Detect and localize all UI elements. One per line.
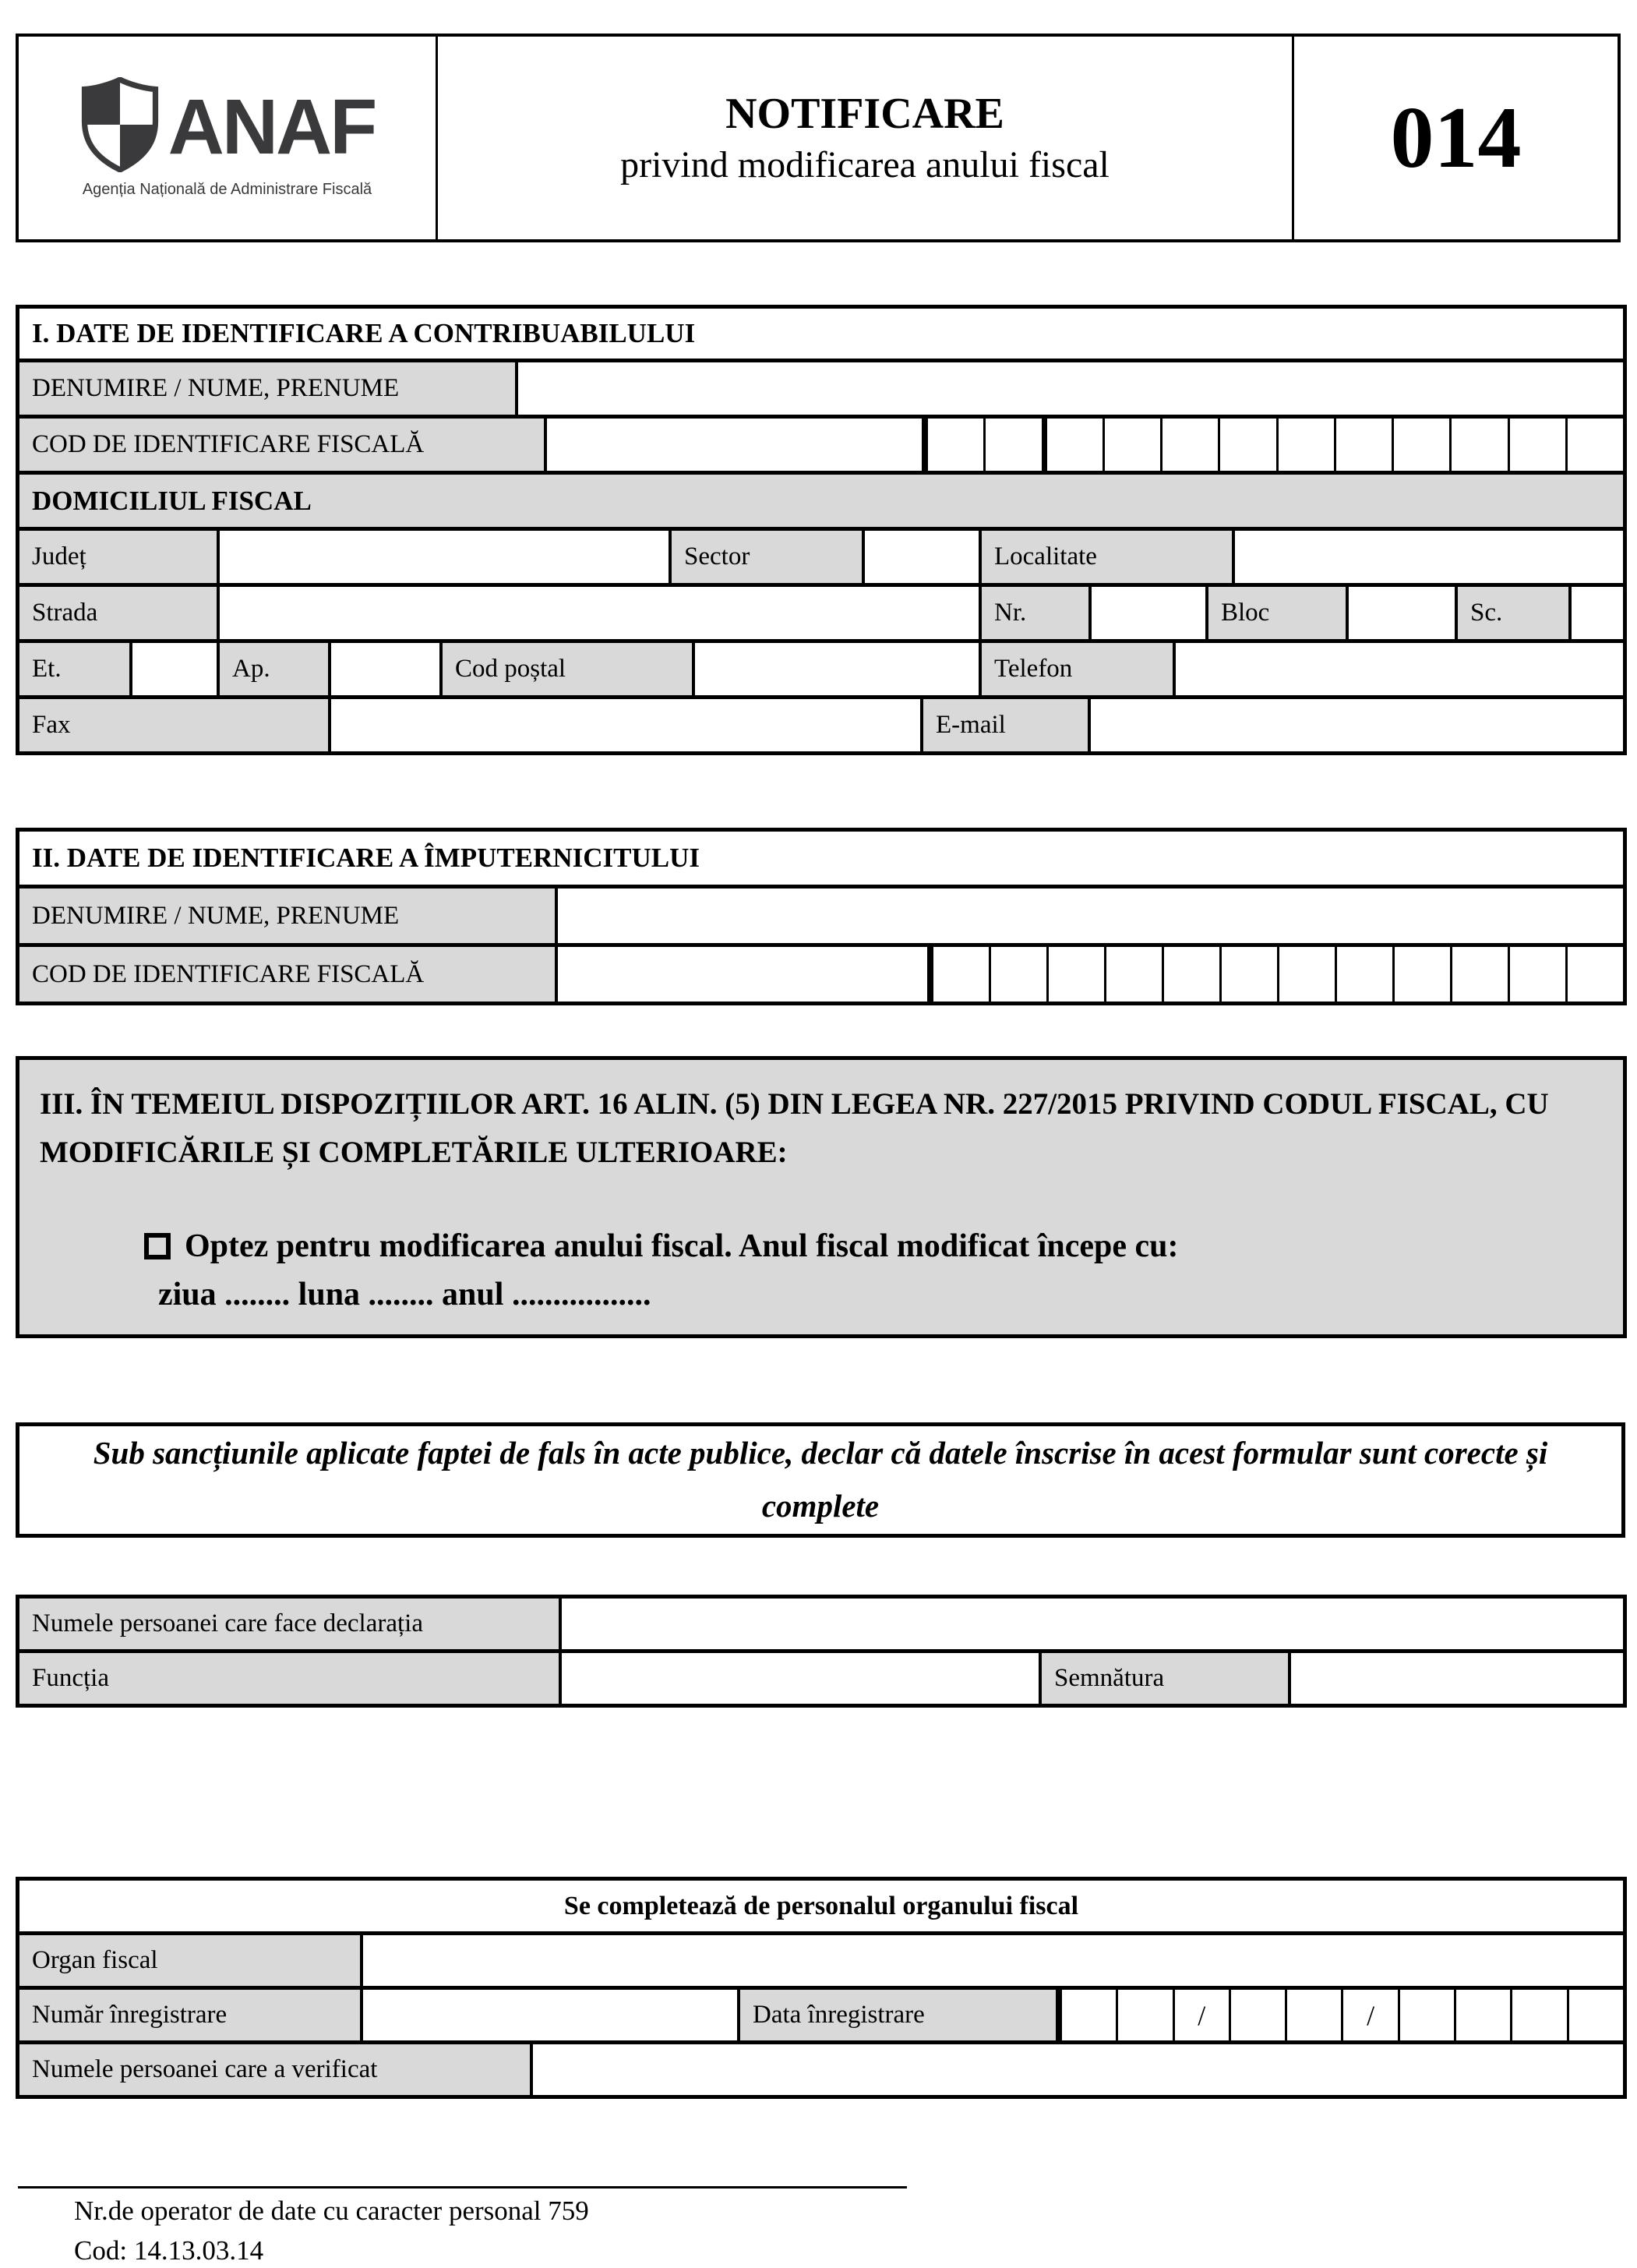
name-input[interactable] (515, 362, 1623, 415)
grid-cell[interactable] (1229, 1990, 1285, 2040)
judet-input[interactable] (217, 531, 669, 583)
cif-spacer (555, 947, 927, 1002)
data-inregistrare-cells (1056, 1990, 1623, 2040)
et-input[interactable] (129, 643, 217, 695)
ap-label: Ap. (217, 643, 328, 695)
cif-cells (922, 419, 1623, 471)
domiciliu-label: DOMICILIUL FISCAL (19, 475, 1623, 527)
grid-cell[interactable] (1162, 947, 1219, 1002)
grid-cell[interactable] (1160, 419, 1218, 471)
grid-cell[interactable] (1508, 947, 1565, 1002)
data-inregistrare-label: Data înregistrare (737, 1990, 1056, 2040)
form-title: NOTIFICARE (725, 90, 1004, 138)
verificat-label: Numele persoanei care a verificat (19, 2044, 530, 2095)
declarant-input[interactable] (559, 1599, 1623, 1649)
grid-cell[interactable] (925, 419, 983, 471)
email-input[interactable] (1088, 699, 1623, 751)
nr-label: Nr. (979, 587, 1088, 639)
footer-notes (74, 2192, 589, 2268)
cod-postal-input[interactable] (692, 643, 979, 695)
localitate-label: Localitate (979, 531, 1232, 583)
cif-spacer (544, 419, 922, 471)
name-label: DENUMIRE / NUME, PRENUME (19, 362, 515, 415)
strada-label: Strada (19, 587, 217, 639)
grid-cell[interactable] (983, 419, 1041, 471)
cif-cells (927, 947, 1623, 1002)
option-checkbox[interactable] (144, 1233, 171, 1259)
cod-postal-label: Cod poștal (439, 643, 692, 695)
et-label: Et. (19, 643, 129, 695)
section2-title: II. DATE DE IDENTIFICARE A ÎMPUTERNICITULUI (32, 843, 700, 873)
numar-inregistrare-label: Număr înregistrare (19, 1990, 360, 2040)
grid-cell[interactable] (1285, 1990, 1341, 2040)
grid-cell[interactable]: / (1173, 1990, 1229, 2040)
anaf-brand: ANAF (168, 83, 376, 171)
sector-label: Sector (669, 531, 862, 583)
anaf-logo (19, 37, 436, 239)
telefon-input[interactable] (1173, 643, 1623, 695)
grid-cell[interactable] (1103, 419, 1160, 471)
date-fill-line[interactable]: ziua ........ luna ........ anul ................. (158, 1276, 651, 1312)
form-subtitle: privind modificarea anului fiscal (620, 144, 1110, 185)
grid-cell[interactable] (1059, 1990, 1116, 2040)
grid-cell[interactable] (989, 947, 1046, 1002)
grid-cell[interactable] (1277, 947, 1335, 1002)
grid-cell[interactable] (1398, 1990, 1454, 2040)
grid-cell[interactable] (1334, 419, 1392, 471)
form-header (16, 34, 1621, 242)
declaration-text: Sub sancțiunile aplicate faptei de fals în acte publice, declar că datele înscrise în acest formular sunt corecte și complete (93, 1435, 1548, 1524)
grid-cell[interactable] (1565, 947, 1623, 1002)
grid-cell[interactable] (930, 947, 989, 1002)
grid-cell[interactable] (1450, 947, 1508, 1002)
footer-code: Cod: 14.13.03.14 (74, 2234, 264, 2266)
organ-fiscal-label: Organ fiscal (19, 1935, 360, 1986)
grid-cell[interactable] (1116, 1990, 1172, 2040)
functie-label: Funcția (19, 1653, 559, 1704)
email-label: E-mail (920, 699, 1088, 751)
anaf-tagline: Agenția Națională de Administrare Fiscală (82, 181, 372, 198)
section3-title: III. ÎN TEMEIUL DISPOZIȚIILOR ART. 16 ALIN. (5) DIN LEGEA NR. 227/2015 PRIVIND CODUL FISCAL, CU MODIFICĂRILE ȘI COMPLETĂRILE ULTERIOARE: (40, 1087, 1549, 1170)
organ-fiscal-input[interactable] (360, 1935, 1623, 1986)
grid-cell[interactable] (1508, 419, 1565, 471)
grid-cell[interactable] (1046, 947, 1104, 1002)
anaf-shield-icon (79, 77, 161, 176)
signature-table (16, 1595, 1627, 1708)
grid-cell[interactable] (1449, 419, 1507, 471)
name-input[interactable] (555, 888, 1623, 943)
telefon-label: Telefon (979, 643, 1173, 695)
grid-cell[interactable] (1104, 947, 1162, 1002)
sector-input[interactable] (862, 531, 979, 583)
grid-cell[interactable] (1454, 1990, 1510, 2040)
sc-label: Sc. (1455, 587, 1568, 639)
form-title-block (436, 37, 1292, 239)
section-imputernicit (16, 828, 1627, 1005)
verificat-input[interactable] (530, 2044, 1623, 2095)
nr-input[interactable] (1088, 587, 1205, 639)
bloc-label: Bloc (1205, 587, 1346, 639)
grid-cell[interactable] (1218, 419, 1275, 471)
grid-cell[interactable] (1510, 1990, 1566, 2040)
grid-cell[interactable] (1392, 947, 1450, 1002)
official-table (16, 1877, 1627, 2099)
grid-cell[interactable] (1276, 419, 1334, 471)
functie-input[interactable] (559, 1653, 1039, 1704)
grid-cell[interactable] (1565, 419, 1623, 471)
footer-operator-note: Nr.de operator de date cu caracter personal 759 (74, 2196, 589, 2226)
grid-cell[interactable] (1042, 419, 1103, 471)
localitate-input[interactable] (1232, 531, 1623, 583)
fax-input[interactable] (328, 699, 920, 751)
declarant-label: Numele persoanei care face declarația (19, 1599, 559, 1649)
grid-cell[interactable] (1392, 419, 1449, 471)
cif-label: COD DE IDENTIFICARE FISCALĂ (19, 419, 544, 471)
ap-input[interactable] (328, 643, 439, 695)
name-label: DENUMIRE / NUME, PRENUME (19, 888, 555, 943)
declaration-box (16, 1422, 1625, 1538)
cif-label: COD DE IDENTIFICARE FISCALĂ (19, 947, 555, 1002)
footer-divider (18, 2186, 907, 2189)
official-title: Se completează de personalul organului fiscal (563, 1891, 1079, 1920)
grid-cell[interactable] (1335, 947, 1392, 1002)
semnatura-label: Semnătura (1039, 1653, 1288, 1704)
fax-label: Fax (19, 699, 328, 751)
sc-input[interactable] (1568, 587, 1623, 639)
numar-inregistrare-input[interactable] (360, 1990, 737, 2040)
judet-label: Județ (19, 531, 217, 583)
section-optiune (16, 1056, 1627, 1338)
grid-cell[interactable] (1567, 1990, 1623, 2040)
section1-title: I. DATE DE IDENTIFICARE A CONTRIBUABILULUI (32, 318, 696, 348)
grid-cell[interactable]: / (1341, 1990, 1397, 2040)
semnatura-input[interactable] (1288, 1653, 1623, 1704)
grid-cell[interactable] (1219, 947, 1277, 1002)
form-number: 014 (1292, 37, 1618, 239)
option-label: Optez pentru modificarea anului fiscal. Anul fiscal modificat începe cu: (185, 1228, 1179, 1264)
section-contribuabil (16, 305, 1627, 755)
bloc-input[interactable] (1346, 587, 1455, 639)
strada-input[interactable] (217, 587, 979, 639)
